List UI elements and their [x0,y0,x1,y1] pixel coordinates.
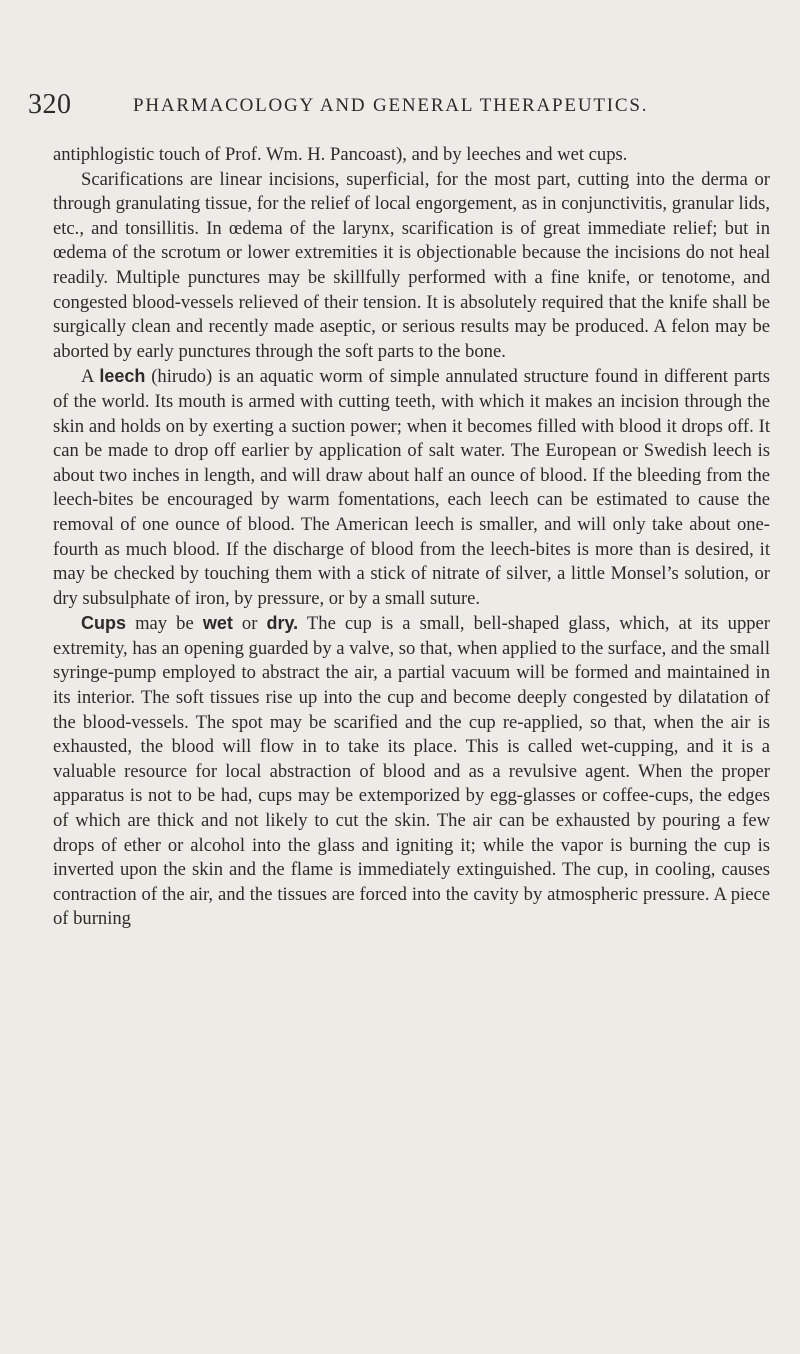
term-cups: Cups [81,613,126,634]
running-head: PHARMACOLOGY AND GENERAL THERAPEUTICS. [133,95,649,116]
paragraph-scarifications: Scarifications are linear incisions, superficial, for the most part, cutting into the derma or through granulating tissue, for the relief of local engorgement, as in conjunctivitis, granular lids, etc., and tonsillitis. In œdema of the larynx, scarification is of great immediate relief; but in œdema of the scrotum or lower extremities it is objectionable because the incisions do not heal readily. Multiple punctures may be skillfully performed with a fine knife, or tenotome, and congested blood-vessels relieved of their tension. It is absolutely required that the knife shall be surgically clean and recently made aseptic, or serious results may be produced. A felon may be aborted by early punctures through the soft parts to the bone. [53,168,770,362]
body-text [53,143,770,932]
paragraph-continuation: antiphlogistic touch of Prof. Wm. H. Pancoast), and by leeches and wet cups. [53,144,628,165]
paragraph-cups [53,611,770,932]
leech-text: (hirudo) is an aquatic worm of simple annulated structure found in different parts of the world. Its mouth is armed with cutting teeth, with which it makes an incision through the skin and holds on by exerting a suction power; when it becomes filled with blood it drops off. It can be made to drop off earlier by application of salt water. The European or Swedish leech is about two inches in length, and will draw about half an ounce of blood. If the bleeding from the leech-bites be encouraged by warm fomentations, each leech can be estimated to cause the removal of one ounce of blood. The American leech is smaller, and will only take about one-fourth as much blood. If the discharge of blood from the leech-bites is more than is desired, it may be checked by touching them with a stick of nitrate of silver, a little Monsel’s solution, or dry subsulphate of iron, by pressure, or by a small suture. [53,366,770,609]
page-header [28,88,770,122]
term-leech: leech [99,366,146,387]
term-wet: wet [202,613,233,634]
paragraph-leech [53,364,770,611]
cups-text: The cup is a small, bell-shaped glass, which, at its upper extremity, has an opening guarded by a valve, so that, when applied to the surface, and the small syringe-pump employed to abstract the air, a partial vacuum will be formed and maintained in its interior. The soft tissues rise up into the cup and become deeply congested by dilatation of the blood-vessels. The spot may be scarified and the cup re-applied, so that, when the air is exhausted, the blood will flow in to take its place. This is called wet-cupping, and it is a valuable resource for local abstraction of blood and as a revulsive agent. When the proper apparatus is not to be had, cups may be extemporized by egg-glasses or coffee-cups, the edges of which are thick and not likely to cut the skin. The air can be exhausted by pouring a few drops of ether or alcohol into the glass and igniting it; while the vapor is burning the cup is inverted upon the skin and the flame is immediately extinguished. The cup, in cooling, causes contraction of the air, and the tissues are forced into the cavity by atmospheric pressure. A piece of burning [53,613,771,930]
leech-intro: A [81,366,100,388]
cups-mid-2: or [232,613,267,635]
term-dry: dry. [266,613,299,634]
page-number: 320 [28,89,72,120]
cups-mid-1: may be [126,613,203,635]
